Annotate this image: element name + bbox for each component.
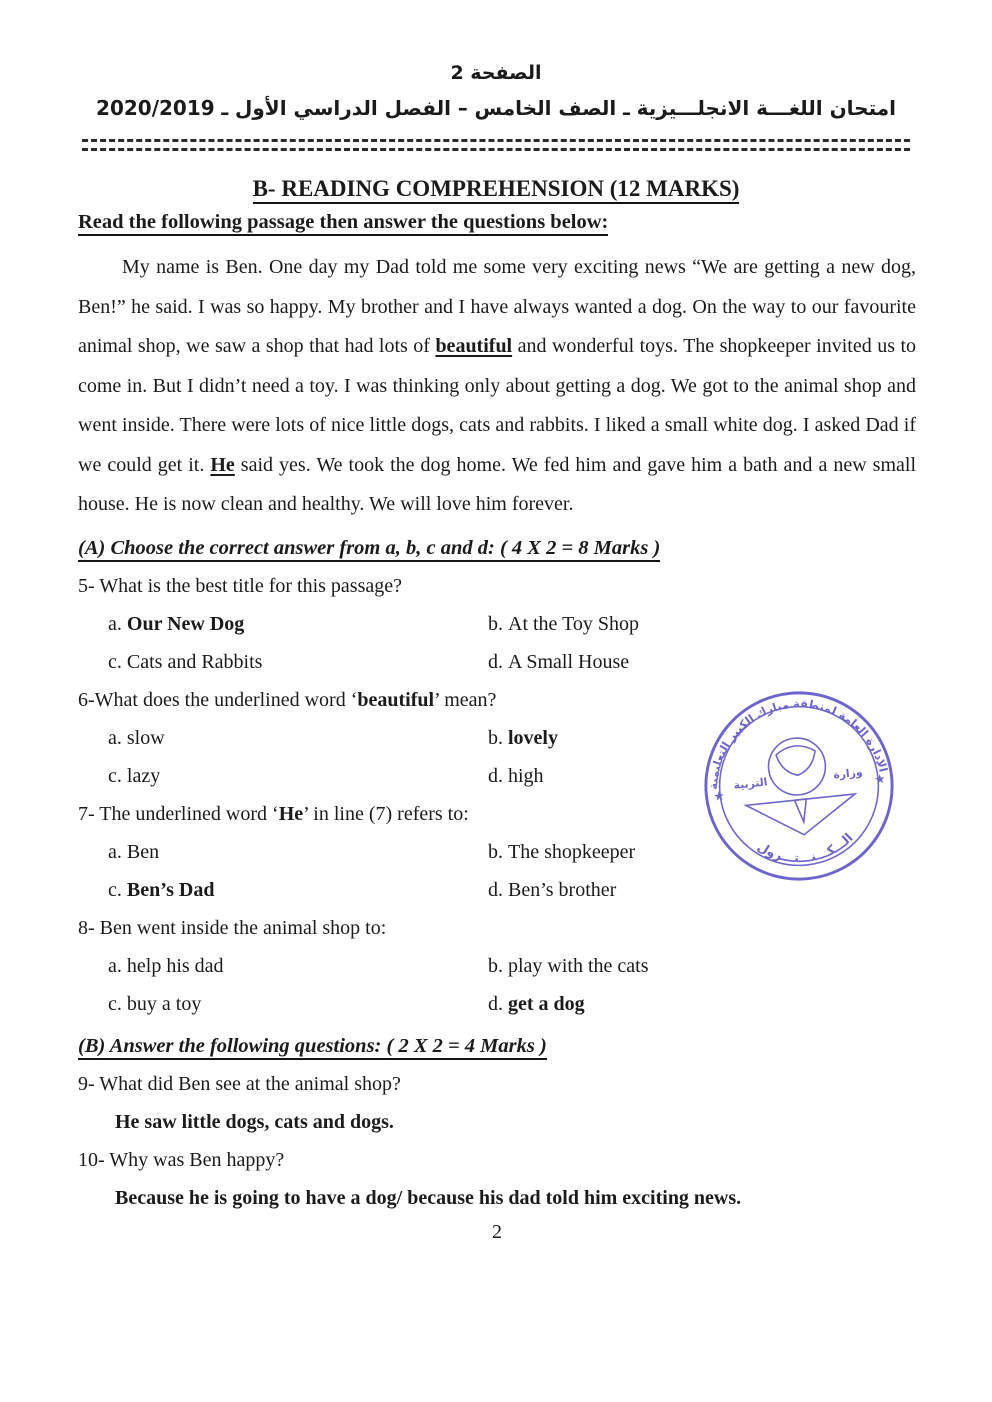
mcq-option [108,643,488,681]
stamp-education-word: التربية [732,775,768,792]
exam-info-part: 2020/2019 [96,96,215,120]
option-label: d. [488,650,508,673]
exam-info-part: الصف الخامس [474,96,617,120]
section-b-heading-text: (B) Answer the following questions: ( 2 X 2 = 4 Marks ) [78,1035,547,1060]
text-segment: ’ in line (7) refers to: [303,802,469,825]
model-answer: He saw little dogs, cats and dogs. [115,1110,394,1133]
question-prompt: 9- What did Ben see at the animal shop? [78,1072,401,1095]
footer-page-number: 2 [492,1220,502,1243]
exam-info-part: امتحان اللغـــة الانجلـــيزية [636,96,896,120]
text-segment: and wonderful toys. The shopkeeper invited us to come in. But I didn’t need a toy. I was thinking only about getting a dog. We got to the animal shop and went inside. There were lots of nice little dogs, cats and rabbits. I liked a small white dog. I asked Dad if we could get it. [78,335,917,476]
option-label: b. [488,726,508,749]
open-question [78,1065,916,1141]
text-segment: beautiful [357,688,435,711]
option-label: c. [108,650,127,673]
open-question [78,1141,916,1217]
mcq-option [108,985,488,1023]
option-label: d. [488,992,508,1015]
mcq-option [108,757,488,795]
option-text: A Small House [508,650,630,673]
option-label: d. [488,764,508,787]
text-segment: beautiful [435,335,513,357]
mcq-option [108,947,488,985]
option-label: c. [108,764,127,787]
option-text: lovely [508,726,558,749]
passage-text [78,248,916,525]
question-prompt: 10- Why was Ben happy? [78,1148,285,1171]
option-text: slow [126,726,165,749]
section-b-heading [78,1027,916,1065]
mcq-option [488,605,916,643]
section-a-heading-text: (A) Choose the correct answer from a, b, c and d: ( 4 X 2 = 8 Marks ) [78,537,660,562]
exam-info-part: ـ [623,96,630,120]
option-text: buy a toy [126,992,202,1015]
exam-info-part: الفصل الدراسي الأول [235,96,451,120]
text-segment: 6-What does the underlined word ‘ [78,688,358,711]
option-text: Ben’s Dad [126,878,215,901]
text-segment: 7- The underlined word ‘ [78,802,279,825]
stamp-star-right-icon: ★ [873,771,887,787]
option-label: c. [108,878,127,901]
stamp-ministry-word: وزارة [832,765,864,782]
option-text: Ben [126,840,160,863]
option-label: c. [108,992,127,1015]
option-text: Cats and Rabbits [126,650,263,673]
mcq-option [108,833,488,871]
text-segment: said yes. We took the dog home. We fed him and gave him a bath and a new small house. He is now clean and healthy. We will love him forever. [78,453,916,515]
mcq-option [108,719,488,757]
model-answer: Because he is going to have a dog/ because his dad told him exciting news. [115,1186,742,1209]
option-label: a. [108,954,127,977]
section-title-text: B- READING COMPREHENSION (12 MARKS) [253,176,740,204]
option-text: The shopkeeper [508,840,636,863]
section-a-heading [78,529,916,567]
option-label: b. [488,612,508,635]
option-label: b. [488,840,508,863]
mcq-question [78,909,916,1023]
mcq-question [78,567,916,681]
mcq-option [488,947,916,985]
mcq-option [488,985,916,1023]
option-text: At the Toy Shop [508,612,640,635]
mcq-option [488,643,916,681]
option-text: get a dog [508,992,585,1015]
option-label: a. [108,726,127,749]
section-title [0,176,992,202]
stamp-rim-bottom-text: الـــكـــنـــتـــرول [754,830,857,867]
stamp-rim-top-text: الإدارة العامة لمنطقة مبارك الكبير التعليمية [707,697,890,790]
mcq-option [108,605,488,643]
text-segment: 8- Ben went inside the animal shop to: [78,916,387,939]
reading-instruction [78,211,608,234]
stamp-star-left-icon: ★ [712,788,726,804]
official-stamp-icon [690,678,907,894]
option-text: Ben’s brother [508,878,617,901]
option-text: high [508,764,544,787]
option-text: lazy [126,764,161,787]
section-b-questions [78,1065,916,1217]
exam-info-part: – [457,96,468,120]
question-prompt [78,909,916,947]
text-segment: He [278,802,304,825]
options-grid [78,947,916,1023]
text-segment: ’ mean? [434,688,497,711]
exam-info-header [96,96,896,120]
options-grid [78,605,916,681]
option-text: play with the cats [508,954,649,977]
option-text: Our New Dog [126,612,245,635]
reading-instruction-text: Read the following passage then answer the questions below: [78,211,608,236]
text-segment: My name is Ben. One day my Dad told me some very exciting news “We are getting a new dog, Ben!” he said. I was so happy. My brother and I have always wanted a dog. On the way to our favourite animal shop, we saw a shop that had lots of [78,256,916,357]
option-text: help his dad [126,954,224,977]
option-label: a. [108,612,127,635]
option-label: b. [488,954,508,977]
text-segment: 5- What is the best title for this passage? [78,574,402,597]
option-label: d. [488,878,508,901]
question-prompt [78,567,916,605]
exam-info-part: ـ [221,96,229,120]
header-separator [82,139,910,151]
option-label: a. [108,840,127,863]
page-label-arabic: الصفحة 2 [450,62,542,84]
text-segment: He [210,453,235,476]
mcq-option [108,871,488,909]
